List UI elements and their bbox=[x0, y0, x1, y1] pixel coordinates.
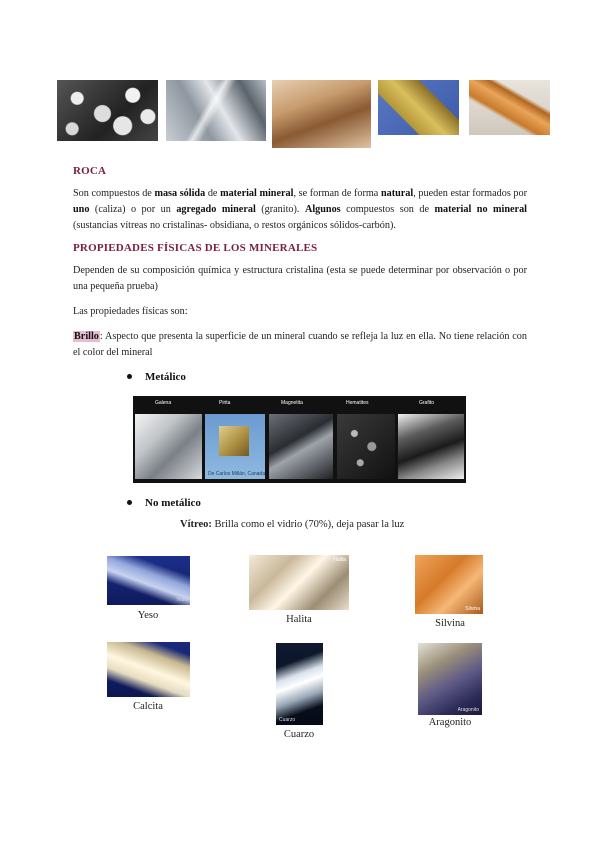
text-run: (caliza) o por un bbox=[89, 204, 177, 215]
tag-yeso: Yeso bbox=[176, 597, 187, 603]
strip-photo-hematites bbox=[337, 414, 395, 479]
tag-cuarzo: Cuarzo bbox=[279, 717, 296, 723]
vitreo-text: Brilla como el vidrio (70%), deja pasar la luz bbox=[211, 519, 405, 530]
bullet-dot-icon bbox=[127, 500, 132, 505]
photo-calcita bbox=[107, 642, 190, 697]
strip-credit: De Carlos Millán, Canada bbox=[208, 471, 265, 477]
text-run: (sustancias vítreas no cristalinas- obsidiana, o restos orgánicos sólidos-carbón). bbox=[73, 220, 396, 231]
strip-label-hematites: Hematites bbox=[346, 400, 369, 406]
brillo-paragraph bbox=[73, 329, 527, 361]
text-run: (granito). bbox=[255, 204, 305, 215]
strip-label-galena: Galena bbox=[155, 400, 172, 406]
photo-mineral-2 bbox=[166, 80, 266, 141]
strip-photo-pirita bbox=[205, 414, 265, 479]
bullet-dot-icon bbox=[127, 374, 132, 379]
heading-rock: ROCA bbox=[73, 165, 107, 177]
text-run: de bbox=[205, 188, 221, 199]
strip-label-pirita: Pirita bbox=[219, 400, 231, 406]
strip-photo-galena bbox=[135, 414, 202, 479]
bold-term: masa sólida bbox=[154, 188, 206, 199]
metallic-minerals-strip bbox=[133, 396, 466, 483]
properties-intro: Las propiedades físicas son: bbox=[73, 306, 188, 317]
strip-photo-grafito bbox=[398, 414, 464, 479]
text-run: Son compuestos de bbox=[73, 188, 155, 199]
bold-term: natural bbox=[380, 188, 414, 199]
bullet-no-metalico bbox=[127, 497, 201, 509]
photo-cuarzo bbox=[276, 643, 323, 725]
photo-mineral-3 bbox=[272, 80, 371, 148]
bold-term: uno bbox=[73, 204, 90, 215]
heading-physical-properties: PROPIEDADES FÍSICAS DE LOS MINERALES bbox=[73, 242, 318, 254]
pyrite-cube bbox=[219, 426, 249, 456]
text-run: compuestos son de bbox=[340, 204, 435, 215]
photo-aragonito bbox=[418, 643, 482, 715]
text-run: , se forman de forma bbox=[293, 188, 381, 199]
photo-silvina bbox=[415, 555, 483, 614]
bullet-metalico-label: Metálico bbox=[145, 371, 186, 383]
photo-mineral-5 bbox=[469, 80, 550, 135]
photo-yeso bbox=[107, 556, 190, 605]
tag-aragonito: Aragonito bbox=[457, 707, 479, 713]
photo-mineral-4 bbox=[378, 80, 459, 135]
brillo-text: : Aspecto que presenta la superficie de un mineral cuando se refleja la luz en ella. No tiene relación con el color del mineral bbox=[73, 331, 527, 358]
tag-calcita: Calcita bbox=[171, 689, 187, 695]
caption-calcita: Calcita bbox=[133, 701, 163, 712]
photo-halita bbox=[249, 555, 349, 610]
text-run: , pueden estar formados por bbox=[413, 188, 527, 199]
bold-term: Algunos bbox=[304, 204, 341, 215]
properties-paragraph: Dependen de su composición química y estructura cristalina (esta se puede determinar por observación o por una pequeña prueba) bbox=[73, 265, 527, 292]
brillo-term: Brillo bbox=[74, 331, 99, 342]
tag-halita: Halita bbox=[333, 557, 346, 563]
bold-term: material mineral bbox=[220, 188, 294, 199]
rock-paragraph bbox=[73, 186, 527, 234]
bold-term: agregado mineral bbox=[176, 204, 256, 215]
strip-photo-magnetita bbox=[269, 414, 333, 479]
vitreo-line bbox=[180, 519, 404, 530]
strip-label-magnetita: Magnetita bbox=[281, 400, 303, 406]
caption-halita: Halita bbox=[286, 614, 312, 625]
bullet-metalico bbox=[127, 371, 186, 383]
caption-silvina: Silvina bbox=[435, 618, 465, 629]
strip-label-grafito: Grafito bbox=[419, 400, 435, 406]
tag-silvina: Silvina bbox=[465, 606, 480, 612]
caption-cuarzo: Cuarzo bbox=[283, 729, 315, 740]
bold-term: material no mineral bbox=[434, 204, 527, 215]
vitreo-term: Vítreo: bbox=[180, 519, 212, 530]
caption-yeso: Yeso bbox=[137, 610, 159, 621]
bullet-no-metalico-label: No metálico bbox=[145, 497, 201, 509]
photo-mineral-1 bbox=[57, 80, 158, 141]
caption-aragonito: Aragonito bbox=[428, 717, 472, 728]
